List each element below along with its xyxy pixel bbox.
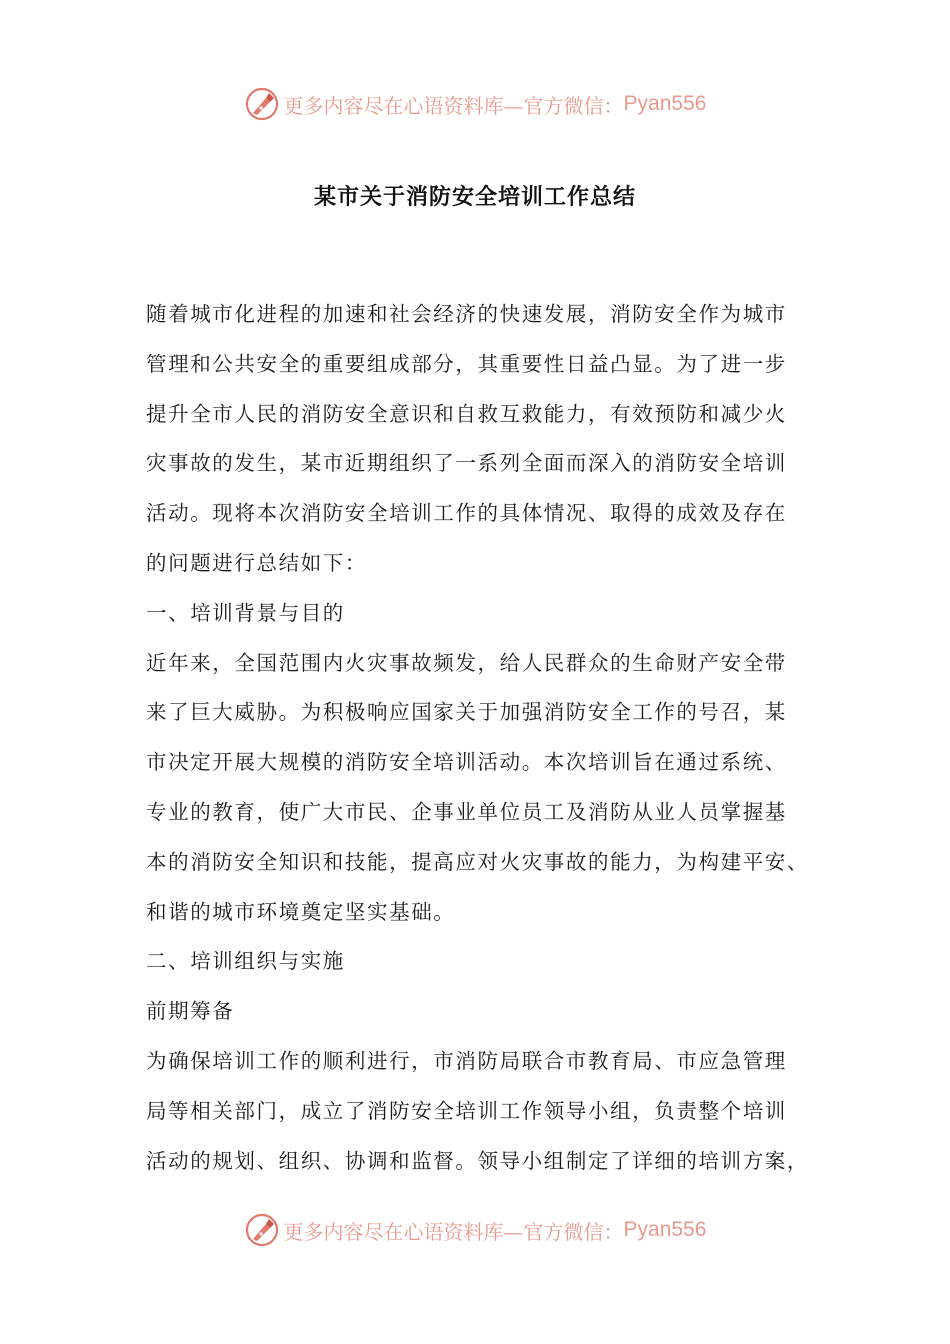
text-line: 来了巨大威胁。为积极响应国家关于加强消防安全工作的号召，某 xyxy=(146,700,787,725)
text-line: 市决定开展大规模的消防安全培训活动。本次培训旨在通过系统、 xyxy=(146,750,787,775)
text-line: 的问题进行总结如下： xyxy=(146,550,367,575)
watermark-banner-top xyxy=(0,82,950,126)
watermark-text: 更多内容尽在心语资料库—官方微信： xyxy=(283,1219,624,1244)
watermark-wechat-id: Pyan556 xyxy=(623,1218,707,1241)
text-line: 提升全市人民的消防安全意识和自救互救能力，有效预防和减少火 xyxy=(146,401,787,426)
text-line: 二、培训组织与实施 xyxy=(146,949,345,974)
text-line: 专业的教育，使广大市民、企事业单位员工及消防从业人员掌握基 xyxy=(146,799,787,824)
text-line: 近年来，全国范围内火灾事故频发，给人民群众的生命财产安全带 xyxy=(146,650,787,675)
pen-nib-logo-icon xyxy=(244,86,280,122)
text-line: 局等相关部门，成立了消防安全培训工作领导小组，负责整个培训 xyxy=(146,1098,787,1123)
text-line: 和谐的城市环境奠定坚实基础。 xyxy=(146,899,456,924)
text-line: 为确保培训工作的顺利进行，市消防局联合市教育局、市应急管理 xyxy=(146,1048,787,1073)
watermark-wechat-id: Pyan556 xyxy=(623,92,707,115)
watermark-banner-bottom xyxy=(0,1208,950,1252)
text-line: 活动的规划、组织、协调和监督。领导小组制定了详细的培训方案， xyxy=(146,1148,809,1173)
text-line: 活动。现将本次消防安全培训工作的具体情况、取得的成效及存在 xyxy=(146,501,787,526)
watermark-text: 更多内容尽在心语资料库—官方微信： xyxy=(283,93,624,118)
text-line: 灾事故的发生，某市近期组织了一系列全面而深入的消防安全培训 xyxy=(146,451,787,476)
text-line: 本的消防安全知识和技能，提高应对火灾事故的能力，为构建平安、 xyxy=(146,849,809,874)
text-line: 管理和公共安全的重要组成部分，其重要性日益凸显。为了进一步 xyxy=(146,351,787,376)
document-body xyxy=(146,290,826,1186)
pen-nib-logo-icon xyxy=(244,1212,280,1248)
text-line: 一、培训背景与目的 xyxy=(146,600,345,625)
document-title: 某市关于消防安全培训工作总结 xyxy=(313,185,636,210)
text-line: 前期筹备 xyxy=(146,999,235,1024)
text-line: 随着城市化进程的加速和社会经济的快速发展，消防安全作为城市 xyxy=(146,302,787,326)
